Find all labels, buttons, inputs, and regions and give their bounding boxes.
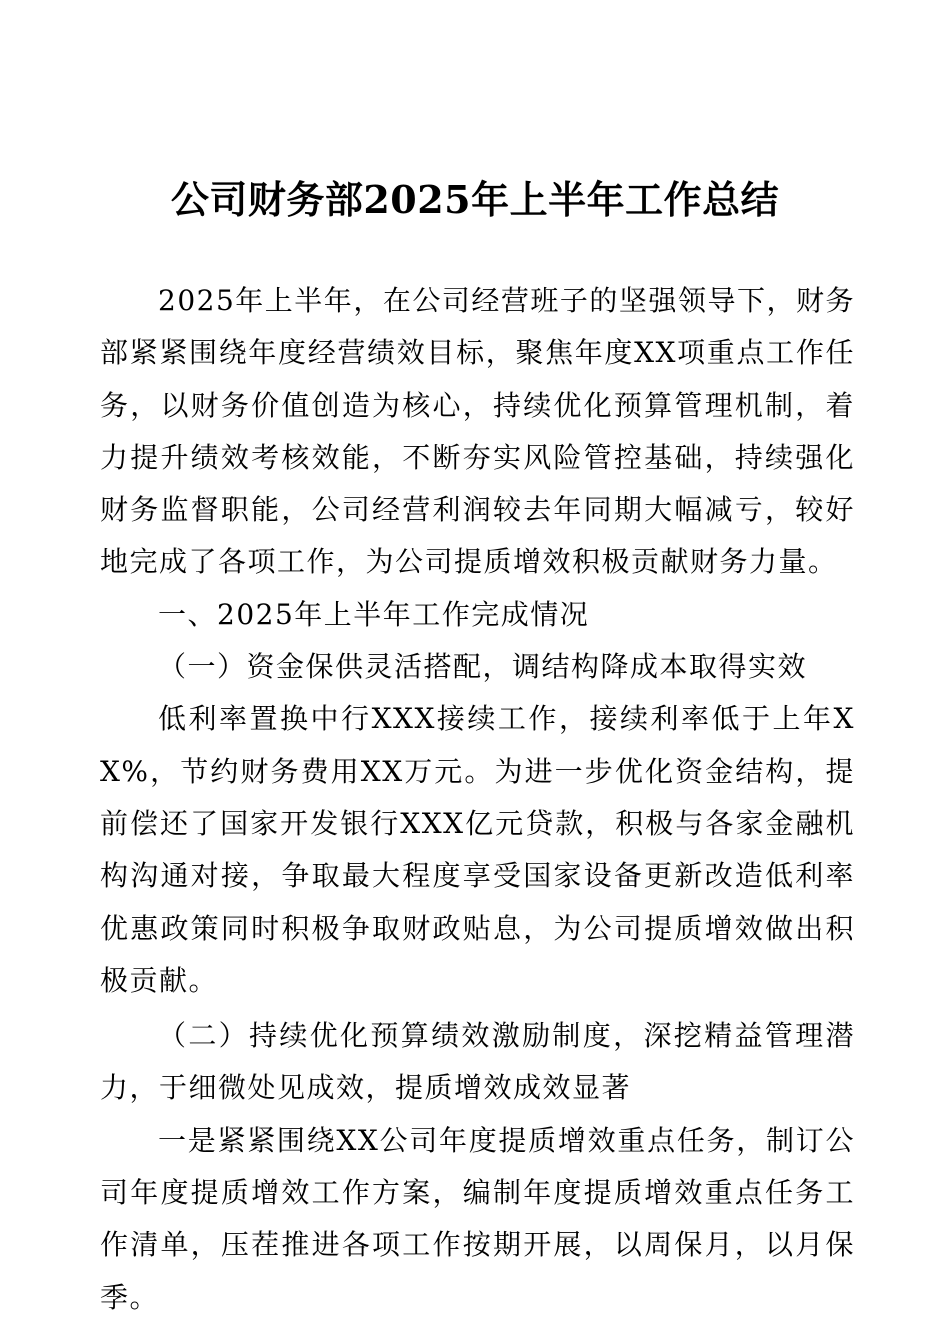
document-title: 公司财务部2025年上半年工作总结: [170, 177, 780, 222]
body-paragraph: 一是紧紧围绕XX公司年度提质增效重点任务，制订公司年度提质增效工作方案，编制年度提质增效重点任务工作清单，压茬推进各项工作按期开展，以周保月，以月保季。: [100, 1123, 855, 1314]
subsection-heading-1: （一）资金保供灵活搭配，调结构降成本取得实效: [158, 650, 808, 684]
body-paragraph: 低利率置换中行XXX接续工作，接续利率低于上年XX%，节约财务费用XX万元。为进一步优化资金结构，提前偿还了国家开发银行XXX亿元贷款，积极与各家金融机构沟通对接，争取最大程度享受国家设备更新改造低利率优惠政策同时积极争取财政贴息，为公司提质增效做出积极贡献。: [100, 702, 855, 997]
document-body: [100, 275, 855, 1324]
subsection-heading-2: （二）持续优化预算绩效激励制度，深挖精益管理潜力，于细微处见成效，提质增效成效显著: [100, 1019, 855, 1105]
intro-paragraph: 2025年上半年，在公司经营班子的坚强领导下，财务部紧紧围绕年度经营绩效目标，聚焦年度XX项重点工作任务，以财务价值创造为核心，持续优化预算管理机制，着力提升绩效考核效能，不断夯实风险管控基础，持续强化财务监督职能，公司经营利润较去年同期大幅减亏，较好地完成了各项工作，为公司提质增效积极贡献财务力量。: [100, 284, 855, 579]
section-heading-1: 一、2025年上半年工作完成情况: [158, 597, 590, 631]
